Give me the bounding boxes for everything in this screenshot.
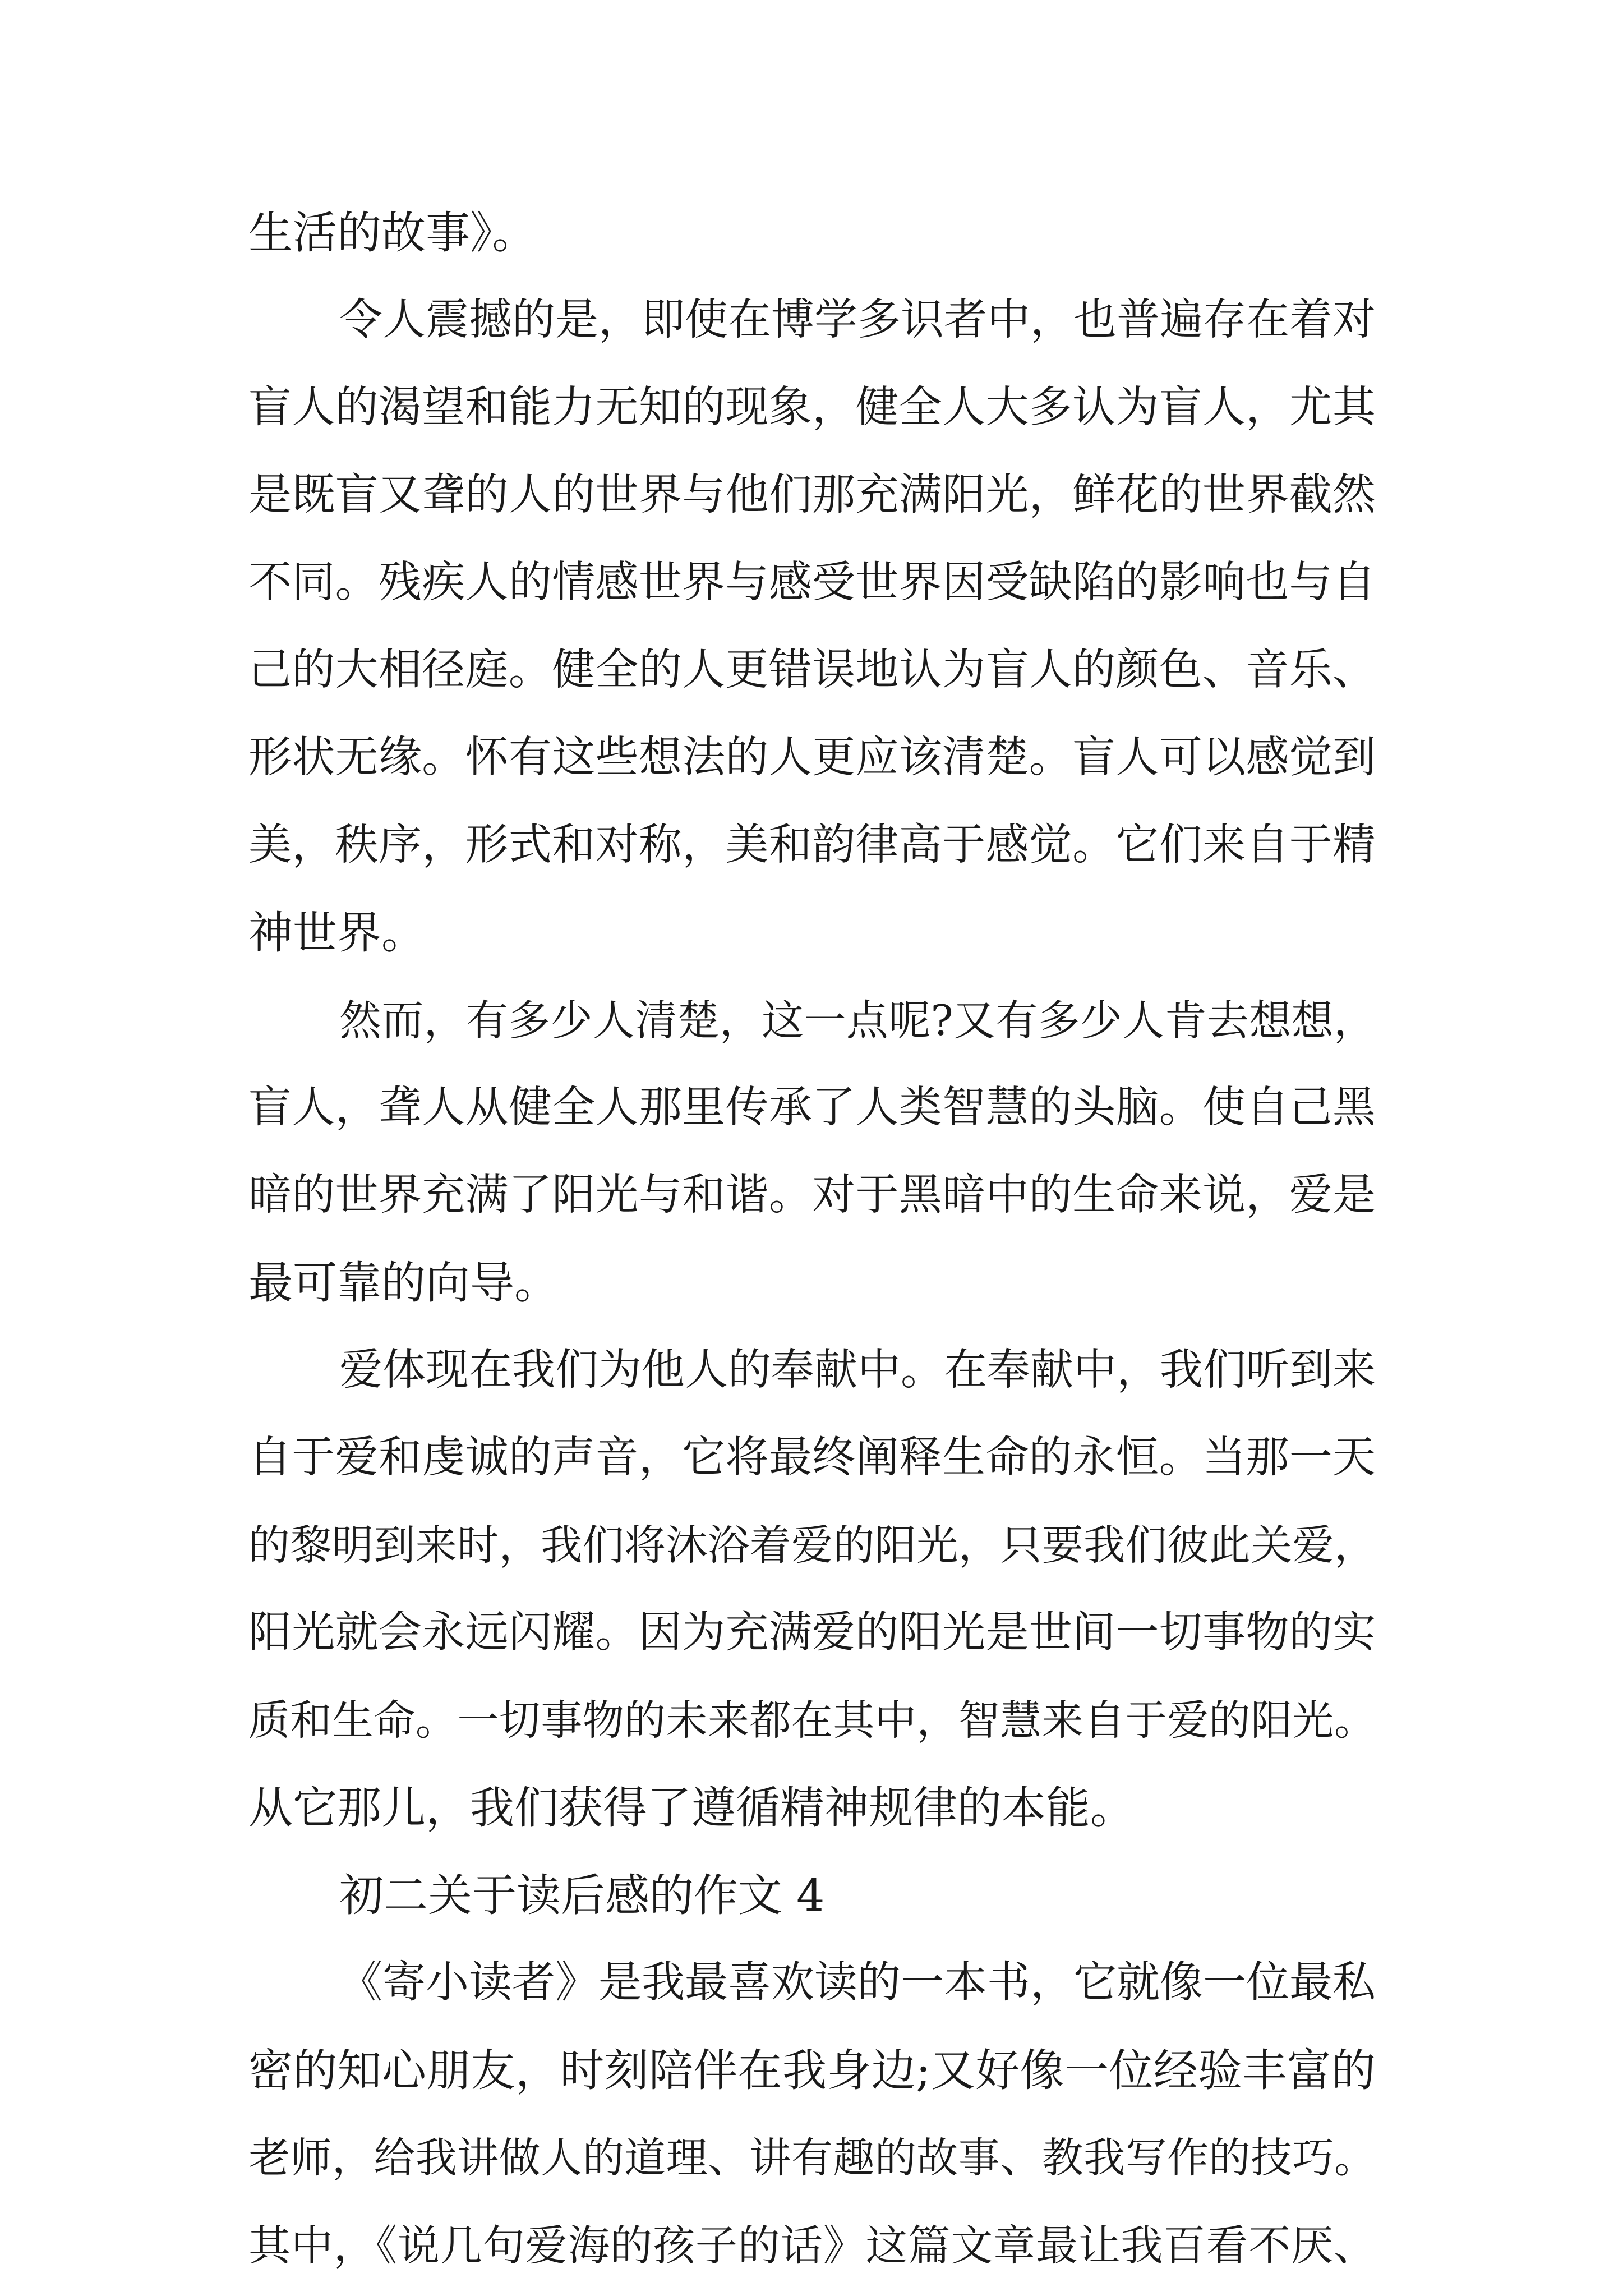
paragraph-line: 暗的世界充满了阳光与和谐。对于黑暗中的生命来说，爱是: [248, 1170, 1376, 1220]
paragraph-line: 的黎明到来时，我们将沐浴着爱的阳光，只要我们彼此关爱，: [248, 1521, 1376, 1570]
paragraph-line: 己的大相径庭。健全的人更错误地认为盲人的颜色、音乐、: [248, 645, 1376, 695]
paragraph-line: 爱体现在我们为他人的奉献中。在奉献中，我们听到来: [339, 1345, 1376, 1395]
paragraph-line: 美，秩序，形式和对称，美和韵律高于感觉。它们来自于精: [248, 820, 1376, 870]
paragraph-line: 盲人的渴望和能力无知的现象，健全人大多认为盲人，尤其: [248, 383, 1376, 432]
section-heading: 初二关于读后感的作文 4: [339, 1870, 825, 1921]
paragraph-line: 《寄小读者》是我最喜欢读的一本书，它就像一位最私: [339, 1958, 1376, 2008]
paragraph-line: 神世界。: [248, 907, 426, 959]
paragraph-line: 形状无缘。怀有这些想法的人更应该清楚。盲人可以感觉到: [248, 733, 1376, 783]
paragraph-line: 不同。残疾人的情感世界与感受世界因受缺陷的影响也与自: [248, 558, 1376, 608]
paragraph-line: 盲人，聋人从健全人那里传承了人类智慧的头脑。使自己黑: [248, 1083, 1376, 1133]
paragraph-line: 密的知心朋友，时刻陪伴在我身边;又好像一位经验丰富的: [248, 2045, 1376, 2096]
paragraph-line: 从它那儿，我们获得了遵循精神规律的本能。: [248, 1782, 1135, 1834]
paragraph-line: 老师，给我讲做人的道理、讲有趣的故事、教我写作的技巧。: [248, 2134, 1376, 2182]
paragraph-line: 自于爱和虔诚的声音，它将最终阐释生命的永恒。当那一天: [248, 1433, 1376, 1483]
paragraph-line: 其中，《说几句爱海的孩子的话》这篇文章最让我百看不厌、: [248, 2221, 1376, 2270]
paragraph-line: 阳光就会永远闪耀。因为充满爱的阳光是世间一切事物的实: [248, 1608, 1376, 1658]
paragraph-line: 最可靠的向导。: [248, 1257, 559, 1309]
paragraph-line: 是既盲又聋的人的世界与他们那充满阳光，鲜花的世界截然: [248, 470, 1376, 520]
paragraph-line: 然而，有多少人清楚，这一点呢?又有多少人肯去想想，: [339, 996, 1376, 1045]
paragraph-line: 质和生命。一切事物的未来都在其中，智慧来自于爱的阳光。: [248, 1696, 1376, 1745]
paragraph-line: 生活的故事》。: [248, 207, 537, 259]
paragraph-line: 令人震撼的是，即使在博学多识者中，也普遍存在着对: [339, 295, 1376, 345]
